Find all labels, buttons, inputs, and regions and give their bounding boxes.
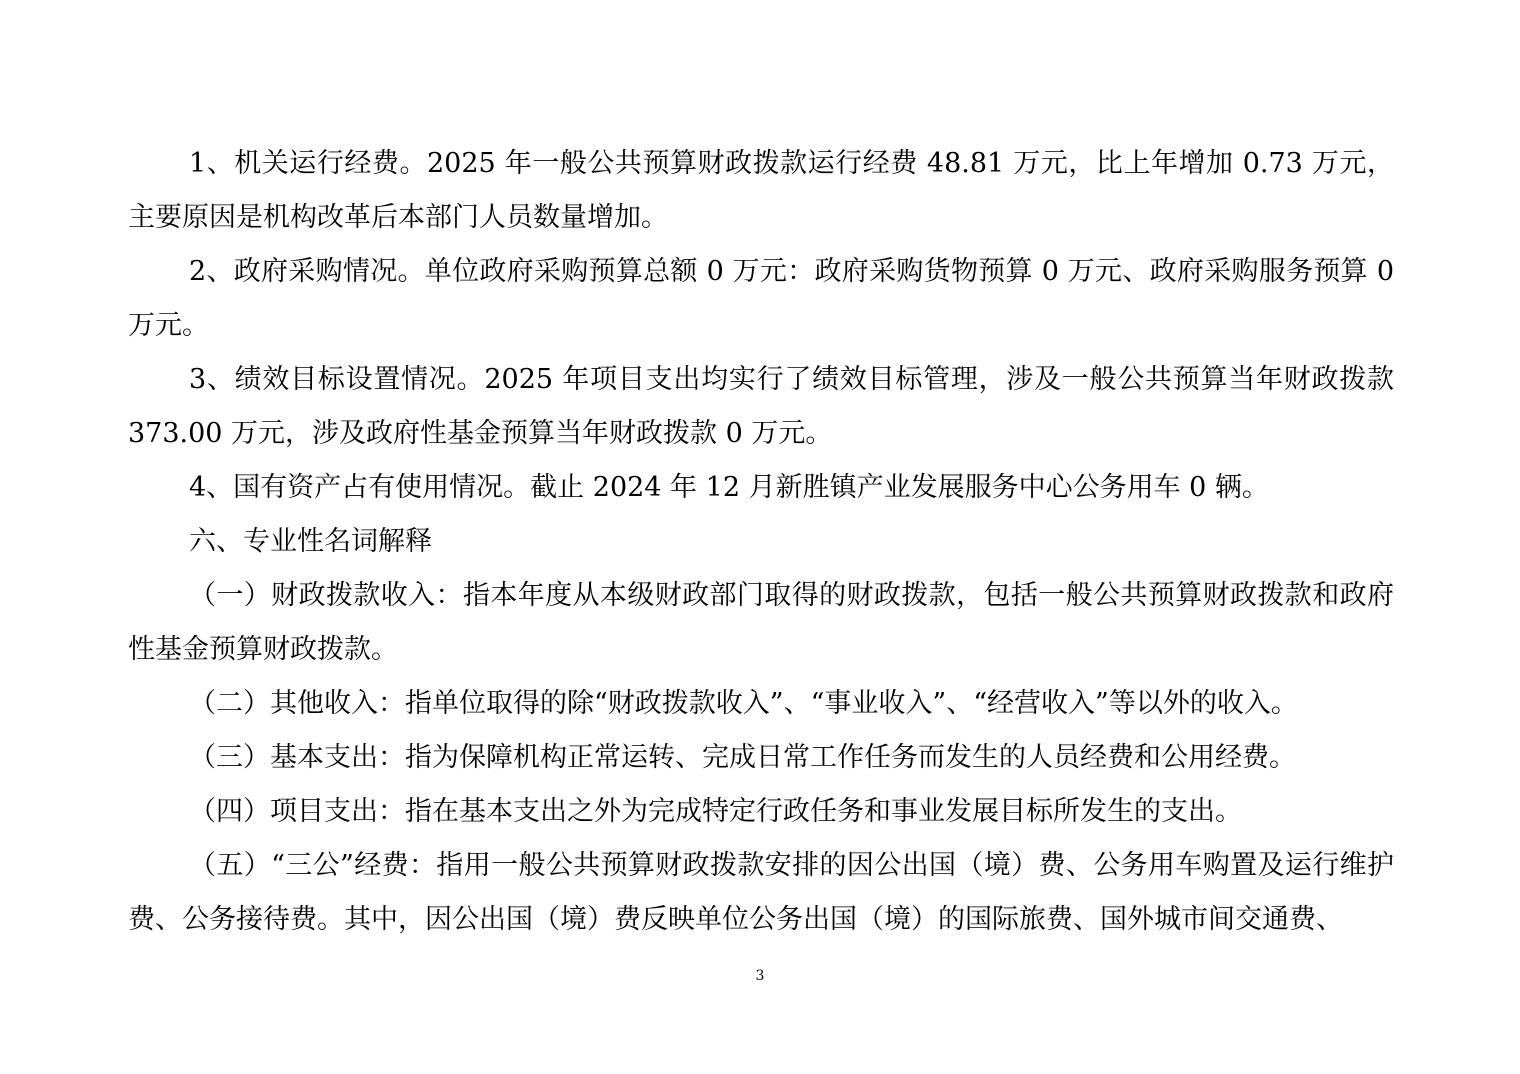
paragraph-term-basic-expenditure: （三）基本支出：指为保障机构正常运转、完成日常工作任务而发生的人员经费和公用经费。 — [189, 742, 1296, 773]
paragraph-term-project-expenditure: （四）项目支出：指在基本支出之外为完成特定行政任务和事业发展目标所发生的支出。 — [189, 796, 1242, 827]
paragraph-government-procurement: 2、政府采购情况。单位政府采购预算总额 0 万元：政府采购货物预算 0 万元、政府采购服务预算 0 万元。 — [128, 256, 1394, 341]
paragraph-term-three-public-expenses: （五）“三公”经费：指用一般公共预算财政拨款安排的因公出国（境）费、公务用车购置及运行维护费、公务接待费。其中，因公出国（境）费反映单位公务出国（境）的国际旅费、国外城市间交通费、 — [128, 850, 1394, 935]
paragraph-state-assets: 4、国有资产占有使用情况。截止 2024 年 12 月新胜镇产业发展服务中心公务用车 0 辆。 — [189, 472, 1269, 503]
section-heading-terminology: 六、专业性名词解释 — [189, 526, 432, 557]
paragraph-term-other-income: （二）其他收入：指单位取得的除“财政拨款收入”、“事业收入”、“经营收入”等以外的收入。 — [189, 688, 1298, 719]
page-number: 3 — [755, 968, 765, 984]
paragraph-term-fiscal-appropriation-income: （一）财政拨款收入：指本年度从本级财政部门取得的财政拨款，包括一般公共预算财政拨款和政府性基金预算财政拨款。 — [128, 580, 1394, 665]
paragraph-performance-targets: 3、绩效目标设置情况。2025 年项目支出均实行了绩效目标管理，涉及一般公共预算当年财政拨款 373.00 万元，涉及政府性基金预算当年财政拨款 0 万元。 — [128, 364, 1394, 449]
paragraph-office-operating-costs: 1、机关运行经费。2025 年一般公共预算财政拨款运行经费 48.81 万元，比上年增加 0.73 万元，主要原因是机构改革后本部门人员数量增加。 — [128, 148, 1394, 233]
document-body — [128, 137, 1394, 947]
